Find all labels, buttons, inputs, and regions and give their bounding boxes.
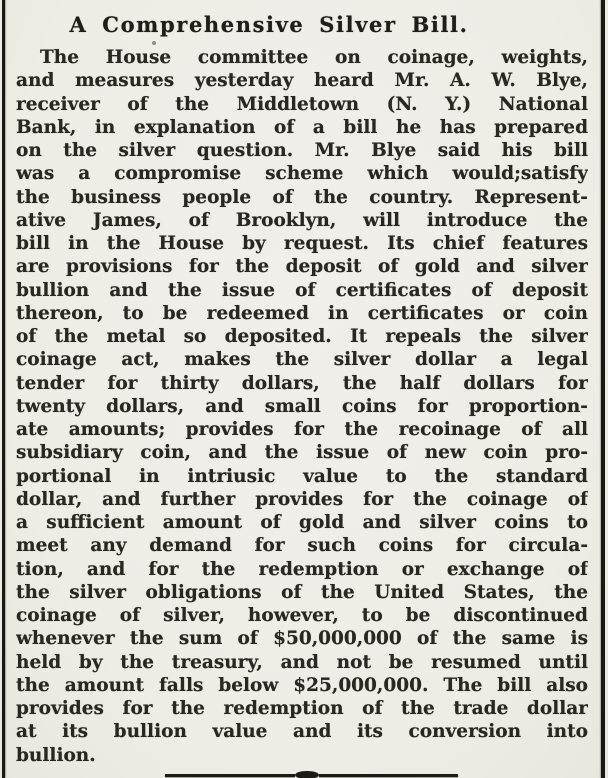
article-line: subsidiary coin, and the issue of new coin pro- — [16, 442, 588, 464]
article-line: the amount falls below $25,000,000. The bill also — [16, 674, 588, 696]
article — [16, 10, 588, 767]
article-line: the business people of the country. Represent- — [16, 186, 588, 208]
article-line: dollar, and further provides for the coinage of — [16, 488, 588, 510]
divider-line-right — [319, 774, 458, 777]
article-line: thereon, to be redeemed in certificates or coin — [16, 302, 588, 324]
article-line: are provisions for the deposit of gold and silver — [16, 256, 588, 278]
article-line: bill in the House by request. Its chief features — [16, 233, 588, 254]
article-headline: A Comprehensive Silver Bill. — [69, 12, 469, 37]
article-line: twenty dollars, and small coins for proportion- — [16, 395, 588, 417]
article-line: and measures yesterday heard Mr. A. W. Blye, — [16, 70, 588, 92]
article-line: tion, and for the redemption or exchange of — [16, 558, 588, 580]
article-line: at its bullion value and its conversion into — [16, 721, 588, 743]
article-line: coinage act, makes the silver dollar a legal — [16, 349, 588, 371]
article-line: a sufficient amount of gold and silver coins to — [16, 512, 588, 533]
article-line: on the silver question. Mr. Blye said his bill — [16, 140, 588, 161]
article-line: of the metal so deposited. It repeals the silver — [16, 326, 588, 347]
article-line: the silver obligations of the United States, the — [16, 581, 588, 603]
article-line: was a compromise scheme which would;satisfy — [16, 163, 588, 185]
column-rule-right — [601, 0, 605, 778]
article-line: tender for thirty dollars, the half dollars for — [16, 372, 588, 394]
end-of-article-divider — [165, 772, 458, 778]
article-line: ative James, of Brooklyn, will introduce the — [16, 209, 588, 231]
article-line: The House committee on coinage, weights, — [40, 47, 588, 68]
divider-line-left — [165, 774, 295, 777]
article-line: held by the treasury, and not be resumed until — [16, 651, 588, 673]
article-line: provides for the redemption of the trade dollar — [16, 698, 588, 719]
article-line: meet any demand for such coins for circula- — [16, 535, 588, 557]
article-line: ate amounts; provides for the recoinage of all — [16, 419, 588, 440]
article-body — [16, 46, 588, 767]
diamond-ornament-icon — [295, 771, 319, 778]
article-line: receiver of the Middletown (N. Y.) National — [16, 93, 588, 115]
article-line: whenever the sum of $50,000,000 of the same is — [16, 628, 588, 650]
article-line: bullion. — [16, 744, 96, 766]
article-line: portional in intriusic value to the standard — [16, 465, 588, 487]
column-rule-left — [2, 0, 5, 778]
article-line: Bank, in explanation of a bill he has prepared — [16, 116, 588, 138]
article-line: coinage of silver, however, to be discontinued — [16, 605, 588, 626]
article-line: bullion and the issue of certificates of deposit — [16, 279, 588, 301]
